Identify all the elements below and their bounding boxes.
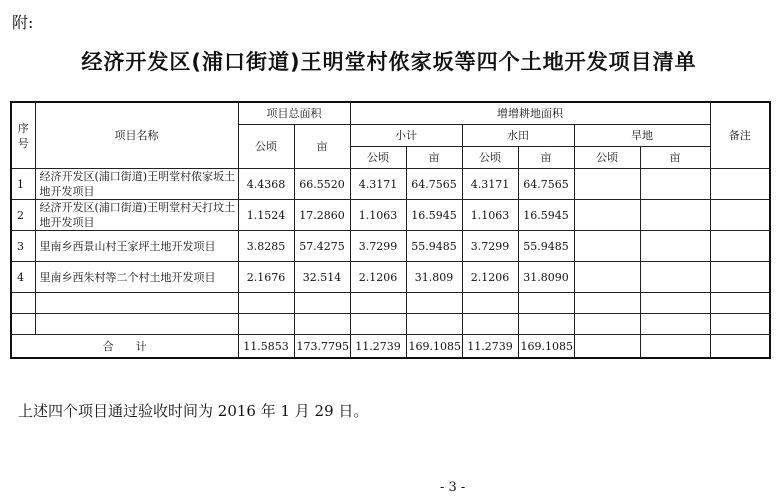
- row-total-mu: 66.5520: [294, 169, 350, 200]
- empty-cell: [462, 314, 518, 335]
- header-paddy: 水田: [462, 125, 574, 147]
- empty-row: [11, 293, 770, 314]
- attachment-label: 附:: [12, 13, 34, 32]
- project-table: [10, 101, 771, 359]
- empty-cell: [518, 293, 574, 314]
- row-remark: [710, 231, 770, 262]
- empty-cell: [710, 293, 770, 314]
- empty-cell: [406, 314, 462, 335]
- table-row: [11, 200, 770, 231]
- row-name: 里南乡西景山村王家坪土地开发项目: [35, 231, 238, 262]
- row-no: 1: [11, 169, 35, 200]
- empty-cell: [574, 314, 640, 335]
- row-total-mu: 57.4275: [294, 231, 350, 262]
- total-dry-ha: [574, 335, 640, 359]
- row-total-ha: 4.4368: [238, 169, 294, 200]
- header-dry-ha: 公顷: [574, 147, 640, 169]
- row-no: 4: [11, 262, 35, 293]
- header-subtotal: 小计: [350, 125, 462, 147]
- row-sub-mu: 64.7565: [406, 169, 462, 200]
- row-paddy-ha: 2.1206: [462, 262, 518, 293]
- empty-cell: [710, 314, 770, 335]
- header-total-area: 项目总面积: [238, 102, 350, 125]
- row-total-ha: 2.1676: [238, 262, 294, 293]
- empty-row: [11, 314, 770, 335]
- row-sub-ha: 1.1063: [350, 200, 406, 231]
- empty-cell: [35, 314, 238, 335]
- header-sub-mu: 亩: [406, 147, 462, 169]
- row-sub-ha: 4.3171: [350, 169, 406, 200]
- total-sub-mu: 169.1085: [406, 335, 462, 359]
- row-name: 经济开发区(浦口街道)王明堂村天打坟土地开发项目: [35, 200, 238, 231]
- total-sub-ha: 11.2739: [350, 335, 406, 359]
- total-row: [11, 335, 770, 359]
- empty-cell: [294, 293, 350, 314]
- row-remark: [710, 262, 770, 293]
- acceptance-note: 上述四个项目通过验收时间为 2016 年 1 月 29 日。: [18, 402, 369, 420]
- header-dry-mu: 亩: [640, 147, 710, 169]
- empty-cell: [11, 314, 35, 335]
- total-remark: [710, 335, 770, 359]
- header-sub-ha: 公顷: [350, 147, 406, 169]
- row-sub-ha: 3.7299: [350, 231, 406, 262]
- empty-cell: [462, 293, 518, 314]
- total-paddy-mu: 169.1085: [518, 335, 574, 359]
- header-paddy-ha: 公顷: [462, 147, 518, 169]
- row-sub-mu: 16.5945: [406, 200, 462, 231]
- header-name: 项目名称: [35, 102, 238, 169]
- empty-cell: [574, 293, 640, 314]
- row-dry-mu: [640, 231, 710, 262]
- row-total-mu: 17.2860: [294, 200, 350, 231]
- total-paddy-ha: 11.2739: [462, 335, 518, 359]
- empty-cell: [11, 293, 35, 314]
- empty-cell: [518, 314, 574, 335]
- table-row: [11, 231, 770, 262]
- total-dry-mu: [640, 335, 710, 359]
- row-total-ha: 1.1524: [238, 200, 294, 231]
- empty-cell: [350, 293, 406, 314]
- total-label: 合 计: [11, 335, 238, 359]
- row-sub-mu: 55.9485: [406, 231, 462, 262]
- header-dry: 旱地: [574, 125, 710, 147]
- row-paddy-mu: 31.8090: [518, 262, 574, 293]
- empty-cell: [640, 314, 710, 335]
- row-dry-ha: [574, 231, 640, 262]
- header-seq: 序号: [11, 102, 35, 169]
- total-total-ha: 11.5853: [238, 335, 294, 359]
- header-new-land: 增增耕地面积: [350, 102, 710, 125]
- row-paddy-mu: 64.7565: [518, 169, 574, 200]
- row-paddy-mu: 55.9485: [518, 231, 574, 262]
- table-row: [11, 262, 770, 293]
- row-no: 2: [11, 200, 35, 231]
- empty-cell: [640, 293, 710, 314]
- header-paddy-mu: 亩: [518, 147, 574, 169]
- empty-cell: [406, 293, 462, 314]
- row-sub-ha: 2.1206: [350, 262, 406, 293]
- row-paddy-ha: 3.7299: [462, 231, 518, 262]
- row-total-mu: 32.514: [294, 262, 350, 293]
- row-paddy-ha: 1.1063: [462, 200, 518, 231]
- row-dry-mu: [640, 169, 710, 200]
- row-remark: [710, 169, 770, 200]
- row-dry-ha: [574, 262, 640, 293]
- empty-cell: [350, 314, 406, 335]
- row-dry-ha: [574, 169, 640, 200]
- header-remark: 备注: [710, 102, 770, 169]
- row-dry-ha: [574, 200, 640, 231]
- row-total-ha: 3.8285: [238, 231, 294, 262]
- total-total-mu: 173.7795: [294, 335, 350, 359]
- row-dry-mu: [640, 200, 710, 231]
- row-paddy-ha: 4.3171: [462, 169, 518, 200]
- row-paddy-mu: 16.5945: [518, 200, 574, 231]
- header-total-ha: 公顷: [238, 125, 294, 169]
- page-number: - 3 -: [440, 480, 466, 495]
- row-name: 经济开发区(浦口街道)王明堂村侬家坂土地开发项目: [35, 169, 238, 200]
- row-remark: [710, 200, 770, 231]
- header-total-mu: 亩: [294, 125, 350, 169]
- empty-cell: [238, 293, 294, 314]
- row-no: 3: [11, 231, 35, 262]
- row-name: 里南乡西朱村等二个村土地开发项目: [35, 262, 238, 293]
- row-dry-mu: [640, 262, 710, 293]
- empty-cell: [238, 314, 294, 335]
- row-sub-mu: 31.809: [406, 262, 462, 293]
- empty-cell: [35, 293, 238, 314]
- document-title: 经济开发区(浦口街道)王明堂村侬家坂等四个土地开发项目清单: [81, 50, 697, 74]
- empty-cell: [294, 314, 350, 335]
- table-row: [11, 169, 770, 200]
